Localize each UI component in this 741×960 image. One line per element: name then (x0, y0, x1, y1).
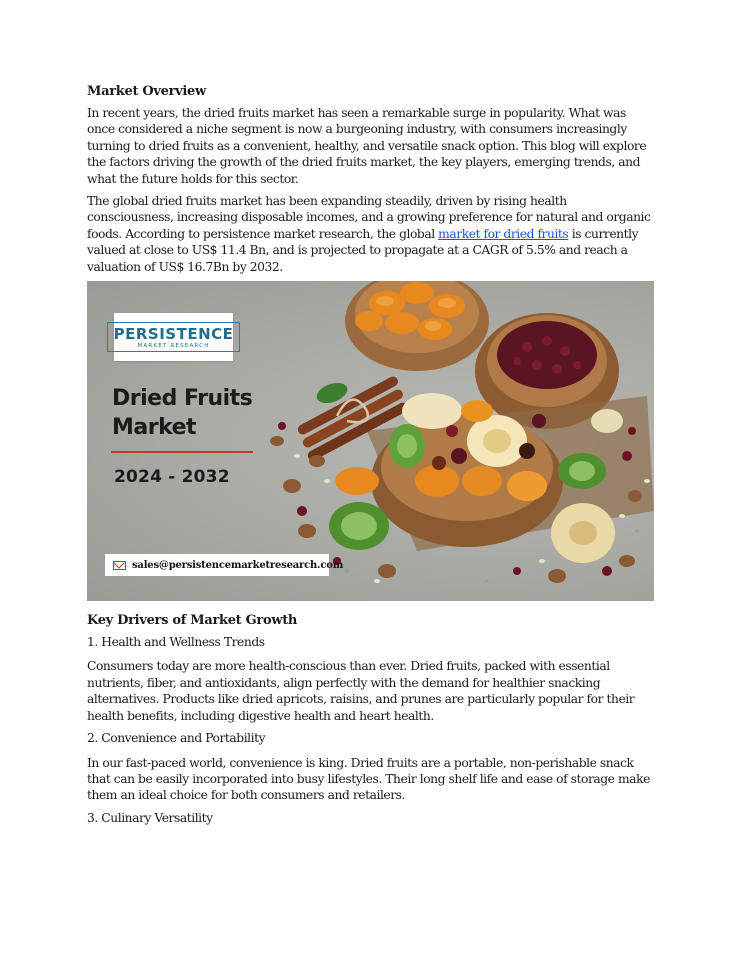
driver-1-title: 1. Health and Wellness Trends (87, 635, 265, 650)
dried-fruits-banner-image (87, 281, 654, 601)
envelope-icon (113, 561, 126, 570)
document-content (87, 84, 655, 834)
driver-2-text: In our fast-paced world, convenience is king. Dried fruits are a portable, non-perishable snack that can be easily incorporated into busy lifestyles. Their long shelf life and ease of storage make them an ideal choice for both consumers and retailers. (87, 755, 650, 803)
driver-3-title: 3. Culinary Versatility (87, 810, 213, 825)
logo-tagline: MARKET RESEARCH (137, 343, 210, 350)
banner-email-box (105, 554, 344, 576)
banner-divider (111, 451, 253, 453)
driver-2-title: 2. Convenience and Portability (87, 731, 266, 746)
overview-paragraph-2-end: is currently valued at close to US$ 11.4 Bn, and is projected to propagate at a CAGR of 5.5% and reach a valuation of US$ 16.7Bn by 2032. (87, 226, 639, 274)
logo-brand-name: PERSISTENCE (113, 325, 234, 344)
market-overview-heading: Market Overview (87, 84, 206, 99)
overview-paragraph-2 (87, 193, 655, 275)
overview-paragraph-1: In recent years, the dried fruits market has seen a remarkable surge in popularity. What was once considered a niche segment is now a burgeoning industry, with consumers increasingly turning to dried fruits as a convenient, healthy, and versatile snack option. This blog will explore the factors driving the growth of the dried fruits market, the key players, emerging trends, and what the future holds for this sector. (87, 106, 647, 186)
key-drivers-heading: Key Drivers of Market Growth (87, 613, 298, 629)
driver-1-text: Consumers today are more health-conscious than ever. Dried fruits, packed with essential nutrients, fiber, and antioxidants, align perfectly with the demand for healthier snacking alternatives. Products like dried apricots, raisins, and prunes are particularly popular for their health benefits, including digestive health and heart health. (87, 659, 635, 723)
banner-years: 2024 - 2032 (114, 467, 230, 488)
logo-frame (107, 322, 241, 352)
persistence-logo (114, 313, 233, 361)
overview-paragraph-2-start: The global dried fruits market has been expanding steadily, driven by rising health consciousness, increasing disposable incomes, and a growing preference for natural and organic foods. According to persistence market research, the global (87, 194, 651, 241)
banner-title: Dried Fruits Market (112, 386, 253, 441)
banner-email: sales@persistencemarketresearch.com (132, 559, 344, 571)
market-for-dried-fruits-link[interactable]: market for dried fruits (438, 226, 569, 241)
